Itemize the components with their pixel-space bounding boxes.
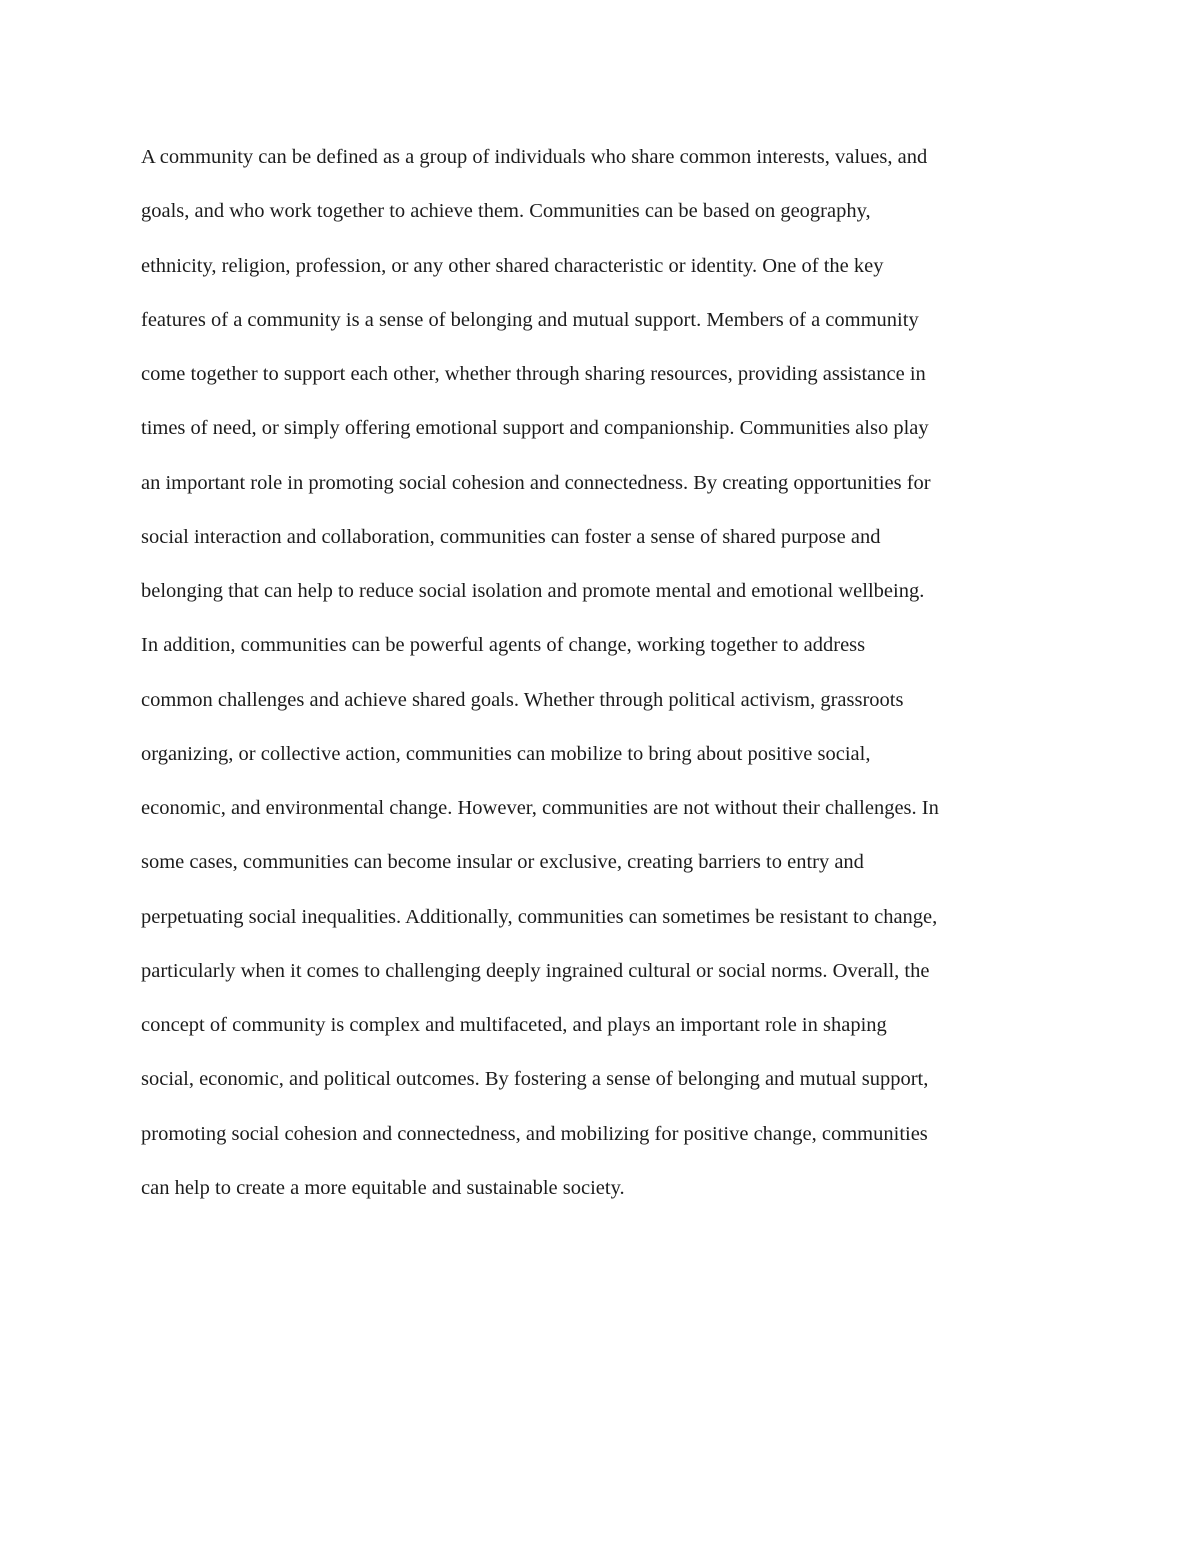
paragraph-line: times of need, or simply offering emotional support and companionship. Communities also play	[141, 417, 929, 440]
paragraph-line: some cases, communities can become insular or exclusive, creating barriers to entry and	[141, 851, 864, 874]
paragraph-line: particularly when it comes to challenging deeply ingrained cultural or social norms. Overall, the	[141, 959, 930, 982]
body-paragraph	[141, 136, 1101, 1221]
paragraph-line: perpetuating social inequalities. Additionally, communities can sometimes be resistant to change,	[141, 905, 938, 928]
paragraph-line: can help to create a more equitable and sustainable society.	[141, 1176, 625, 1199]
paragraph-line: A community can be defined as a group of individuals who share common interests, values, and	[141, 146, 928, 168]
paragraph-line: social, economic, and political outcomes. By fostering a sense of belonging and mutual support,	[141, 1068, 929, 1091]
paragraph-line: In addition, communities can be powerful agents of change, working together to address	[141, 634, 866, 657]
paragraph-line: features of a community is a sense of belonging and mutual support. Members of a community	[141, 308, 919, 331]
paragraph-line: goals, and who work together to achieve them. Communities can be based on geography,	[141, 200, 871, 223]
paragraph-line: ethnicity, religion, profession, or any other shared characteristic or identity. One of the key	[141, 254, 884, 277]
paragraph-line: organizing, or collective action, communities can mobilize to bring about positive social,	[141, 742, 871, 765]
paragraph-line: an important role in promoting social cohesion and connectedness. By creating opportunities for	[141, 471, 931, 494]
paragraph-line: social interaction and collaboration, communities can foster a sense of shared purpose and	[141, 525, 881, 548]
paragraph-line: promoting social cohesion and connectedness, and mobilizing for positive change, communities	[141, 1122, 928, 1145]
paragraph-line: common challenges and achieve shared goals. Whether through political activism, grassroots	[141, 688, 904, 711]
paragraph-line: economic, and environmental change. However, communities are not without their challenges. In	[141, 797, 939, 819]
paragraph-line: belonging that can help to reduce social isolation and promote mental and emotional wellbeing.	[141, 580, 925, 602]
paragraph-line: come together to support each other, whether through sharing resources, providing assistance in	[141, 363, 926, 385]
paragraph-line: concept of community is complex and multifaceted, and plays an important role in shaping	[141, 1014, 887, 1036]
